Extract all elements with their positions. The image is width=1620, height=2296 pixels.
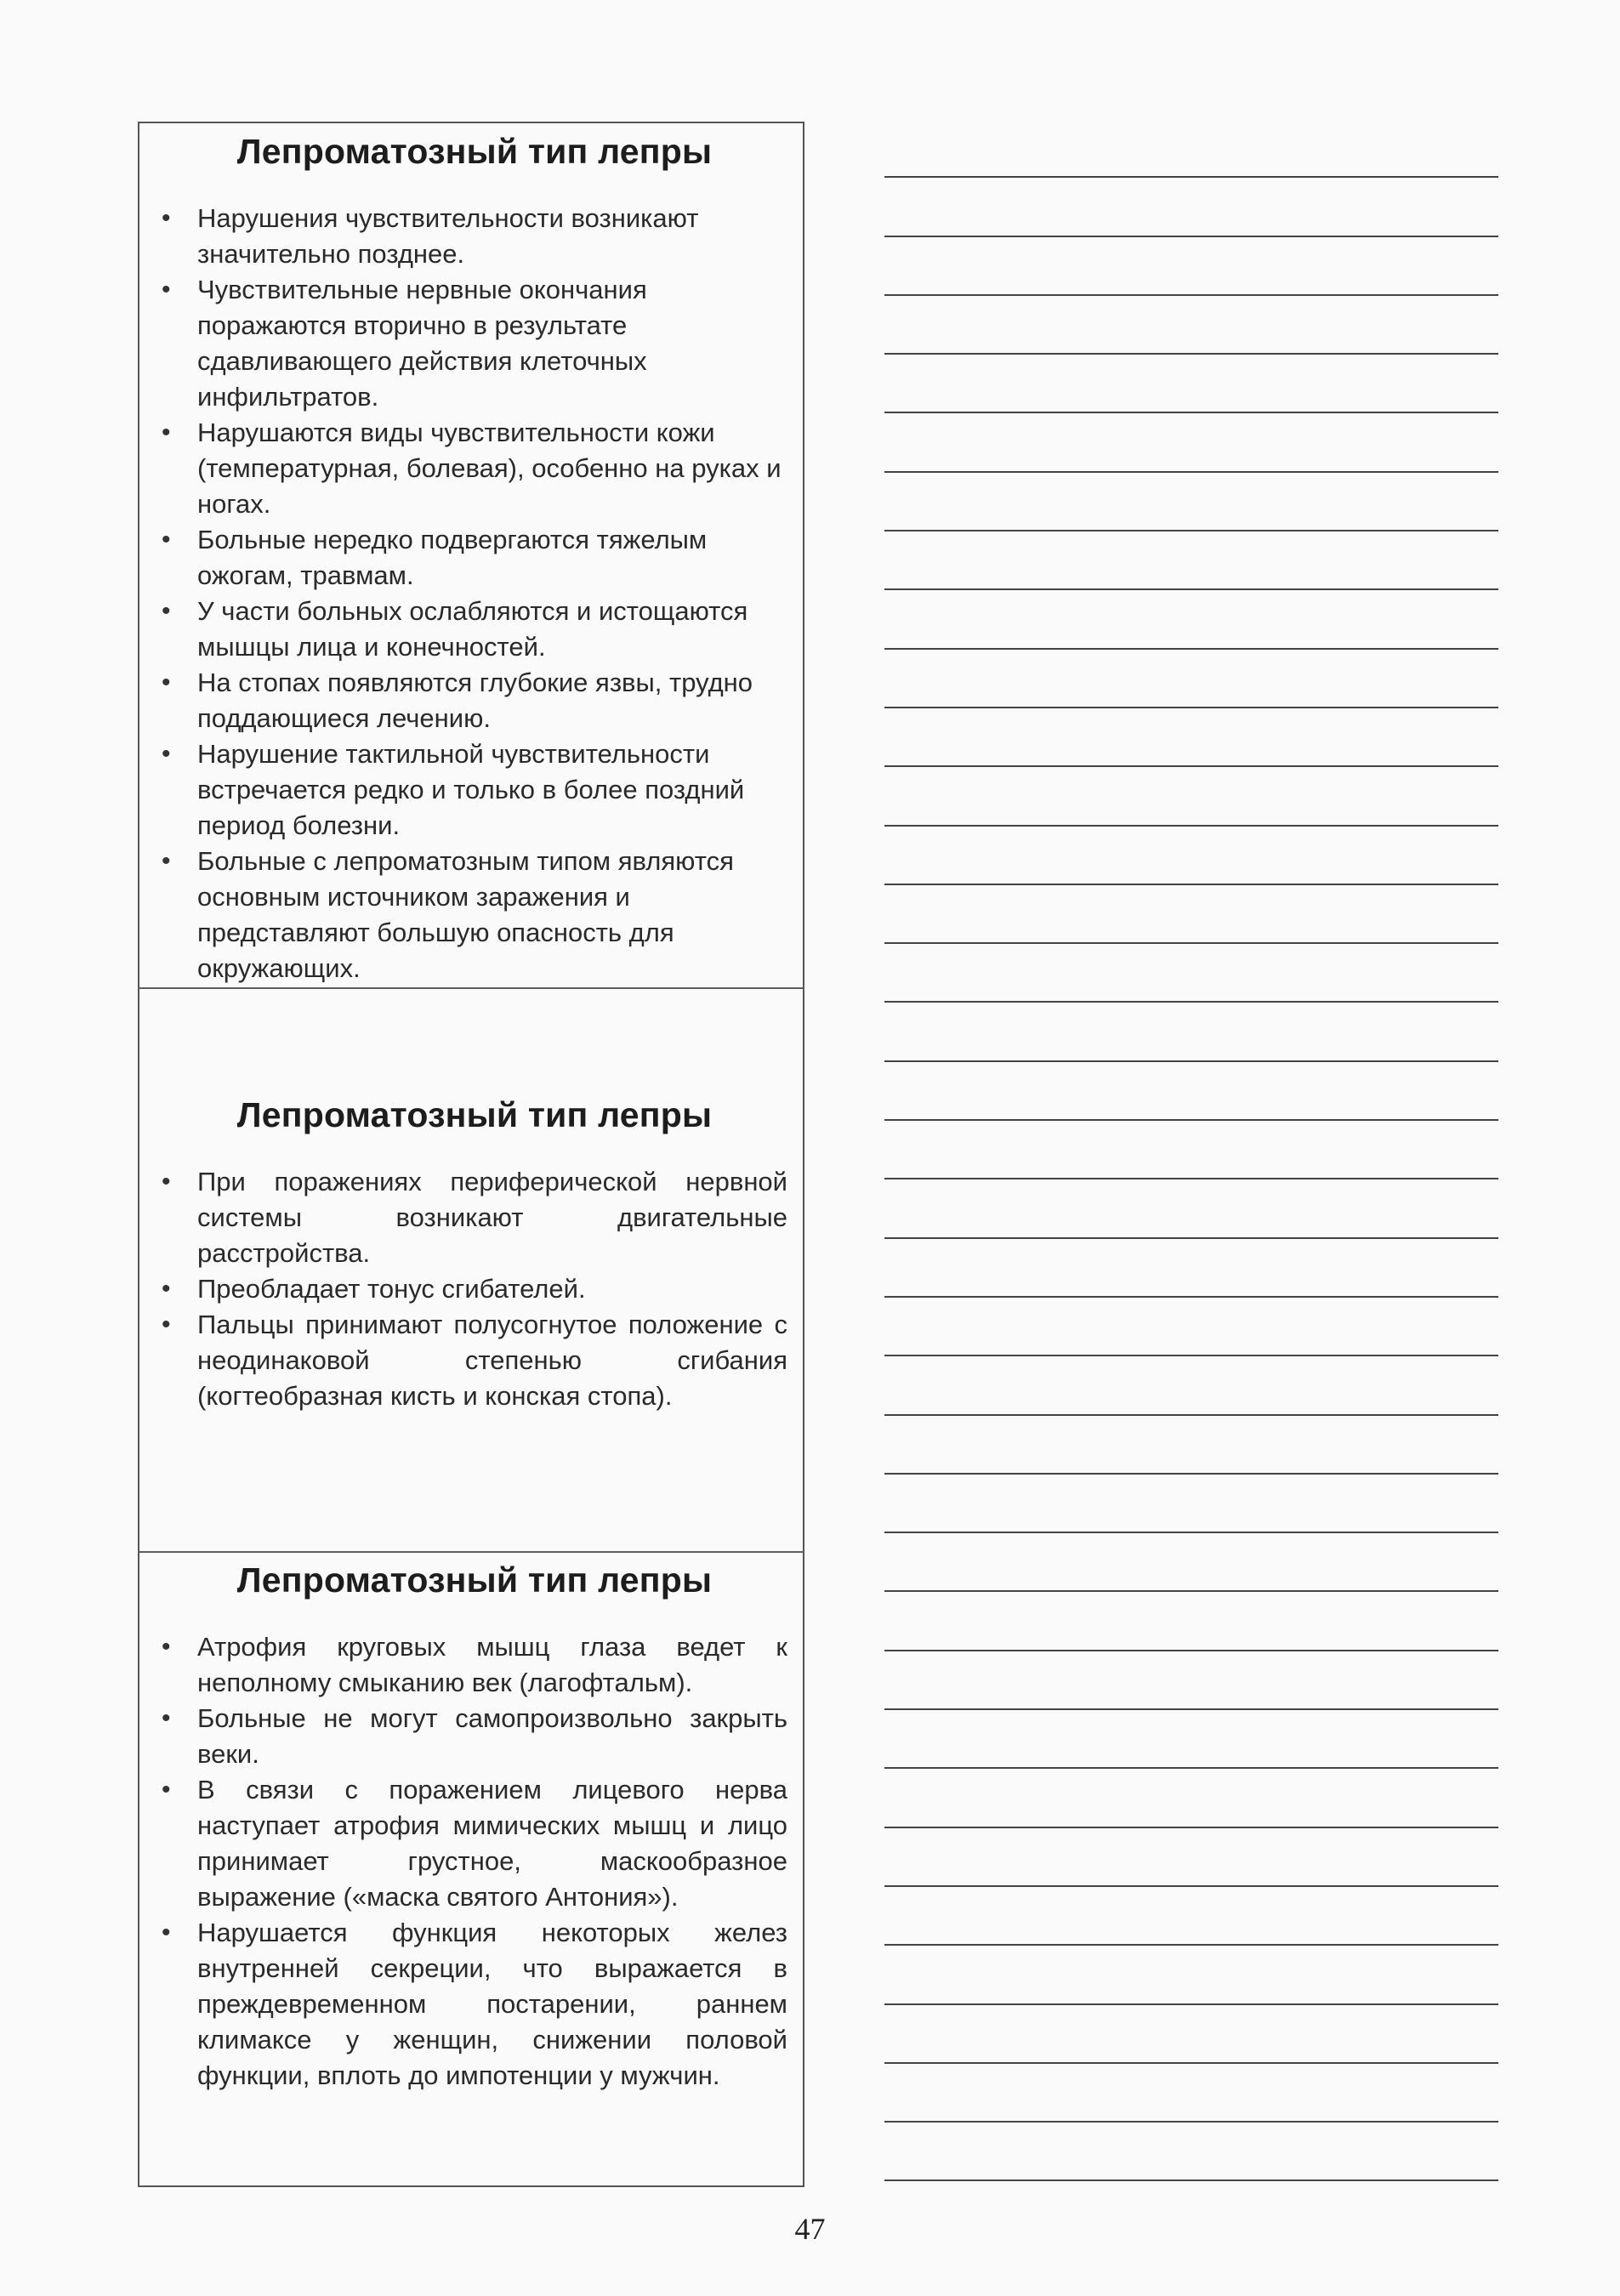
bullet-item: • Нарушаются виды чувствительности кожи (температурная, болевая), особенно на руках и ногах. xyxy=(162,415,787,522)
bullet-item: • Атрофия круговых мышц глаза ведет к неполному смыканию век (лагофтальм). xyxy=(162,1629,787,1701)
note-line xyxy=(884,355,1498,413)
note-line xyxy=(884,178,1498,236)
note-line xyxy=(884,1946,1498,2004)
note-line xyxy=(884,1651,1498,1710)
bullet-item: • В связи с поражением лицевого нерва наступает атрофия мимических мышц и лицо принимает грустное, маскообразное выражение («маска святого Антония»). xyxy=(162,1772,787,1915)
bullet-item: • Чувствительные нервные окончания поражаются вторично в результате сдавливающего действия клеточных инфильтратов. xyxy=(162,272,787,415)
bullet-item: • На стопах появляются глубокие язвы, трудно поддающиеся лечению. xyxy=(162,665,787,736)
note-line xyxy=(884,413,1498,472)
bullet-item: • При поражениях периферической нервной системы возникают двигательные расстройства. xyxy=(162,1164,787,1271)
page-number: 47 xyxy=(794,2212,826,2246)
note-lines xyxy=(884,119,1498,2181)
note-line xyxy=(884,1121,1498,1179)
note-line xyxy=(884,473,1498,531)
note-line xyxy=(884,1003,1498,1061)
info-card-2 xyxy=(138,987,804,1553)
card-title: Лепроматозный тип лепры xyxy=(236,1560,713,1600)
note-line xyxy=(884,1710,1498,1769)
note-line xyxy=(884,590,1498,649)
note-line xyxy=(884,1475,1498,1533)
bullet-list xyxy=(162,1164,787,1414)
note-line xyxy=(884,885,1498,944)
info-card-3 xyxy=(138,1551,804,2187)
note-line xyxy=(884,1592,1498,1651)
bullet-item: • Нарушается функция некоторых желез внутренней секреции, что выражается в преждевременном постарении, раннем климаксе у женщин, снижении половой функции, вплоть до импотенции у мужчин. xyxy=(162,1915,787,2094)
note-line xyxy=(884,650,1498,708)
note-line xyxy=(884,2064,1498,2123)
note-line xyxy=(884,1062,1498,1121)
note-line xyxy=(884,944,1498,1003)
info-card-1 xyxy=(138,122,804,989)
note-line xyxy=(884,767,1498,826)
card-title: Лепроматозный тип лепры xyxy=(236,132,713,171)
note-line xyxy=(884,1239,1498,1298)
note-line xyxy=(884,1769,1498,1827)
bullet-item: • Преобладает тонус сгибателей. xyxy=(162,1271,787,1307)
bullet-item: • Нарушение тактильной чувствительности встречается редко и только в более поздний период болезни. xyxy=(162,736,787,844)
bullet-list xyxy=(162,1629,787,2094)
bullet-item: • Пальцы принимают полусогнутое положение с неодинаковой степенью сгибания (когтеобразная кисть и конская стопа). xyxy=(162,1307,787,1414)
bullet-item: • Больные с лепроматозным типом являются основным источником заражения и представляют большую опасность для окружающих. xyxy=(162,844,787,986)
bullet-item: • У части больных ослабляются и истощаются мышцы лица и конечностей. xyxy=(162,594,787,665)
note-line xyxy=(884,1828,1498,1887)
bullet-item: • Больные нередко подвергаются тяжелым ожогам, травмам. xyxy=(162,522,787,594)
note-line xyxy=(884,1179,1498,1238)
bullet-list xyxy=(162,201,787,986)
note-line xyxy=(884,1298,1498,1356)
note-line xyxy=(884,2123,1498,2181)
note-line xyxy=(884,2005,1498,2064)
card-title: Лепроматозный тип лепры xyxy=(236,1095,713,1134)
note-line xyxy=(884,827,1498,885)
bullet-item: • Больные не могут самопроизвольно закрыть веки. xyxy=(162,1701,787,1772)
note-line xyxy=(884,1416,1498,1475)
bullet-item: • Нарушения чувствительности возникают значительно позднее. xyxy=(162,201,787,272)
note-line xyxy=(884,1887,1498,1946)
note-line xyxy=(884,708,1498,767)
note-line xyxy=(884,119,1498,178)
note-line xyxy=(884,1533,1498,1592)
note-line xyxy=(884,237,1498,296)
note-line xyxy=(884,1356,1498,1415)
note-line xyxy=(884,531,1498,590)
note-line xyxy=(884,296,1498,355)
